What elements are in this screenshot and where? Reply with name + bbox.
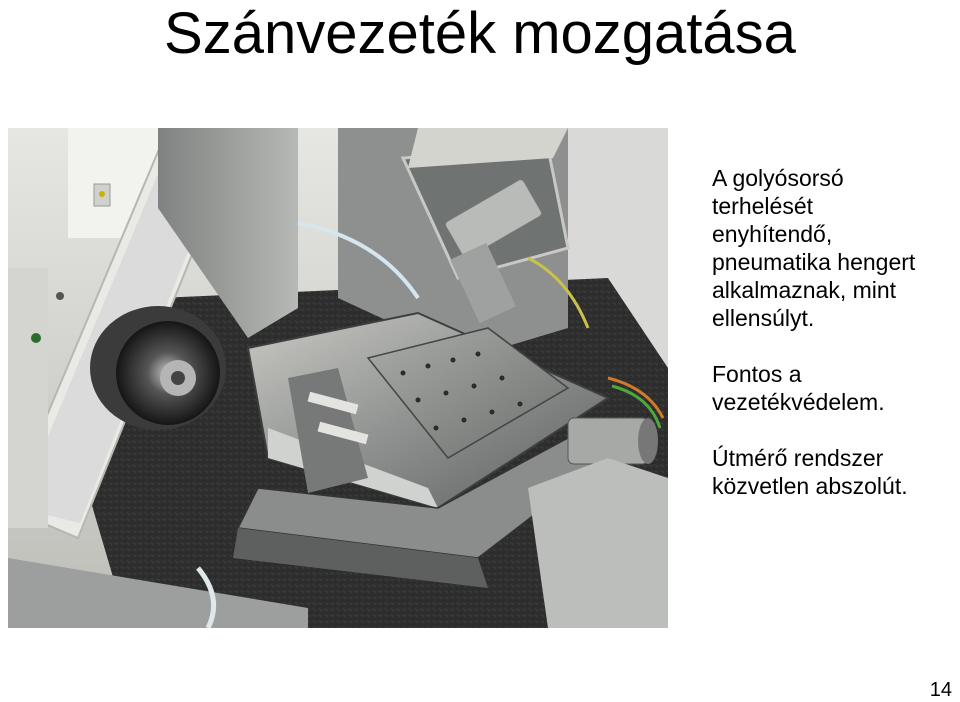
paragraph-measuring-system bbox=[712, 444, 958, 500]
text-line: pneumatika hengert bbox=[712, 249, 916, 275]
text-line: közvetlen abszolút. bbox=[712, 473, 908, 499]
text-line: enyhítendő, bbox=[712, 221, 833, 247]
text-line: Útmérő rendszer bbox=[712, 445, 884, 471]
text-line: alkalmaznak, mint bbox=[712, 277, 897, 303]
slide-title: Szánvezeték mozgatása bbox=[164, 1, 796, 66]
paragraph-guide-protection bbox=[712, 360, 958, 416]
text-line: vezetékvédelem. bbox=[712, 389, 885, 415]
page-number: 14 bbox=[929, 679, 952, 701]
text-line: terhelését bbox=[712, 193, 814, 219]
slide-text bbox=[712, 164, 958, 528]
paragraph-counterweight bbox=[712, 164, 958, 332]
text-line: A golyósorsó bbox=[712, 165, 844, 191]
text-line: Fontos a bbox=[712, 361, 802, 387]
text-line: ellensúlyt. bbox=[712, 305, 815, 331]
cnc-machine-slide-photo-icon bbox=[8, 128, 668, 628]
machine-photo bbox=[8, 128, 668, 628]
